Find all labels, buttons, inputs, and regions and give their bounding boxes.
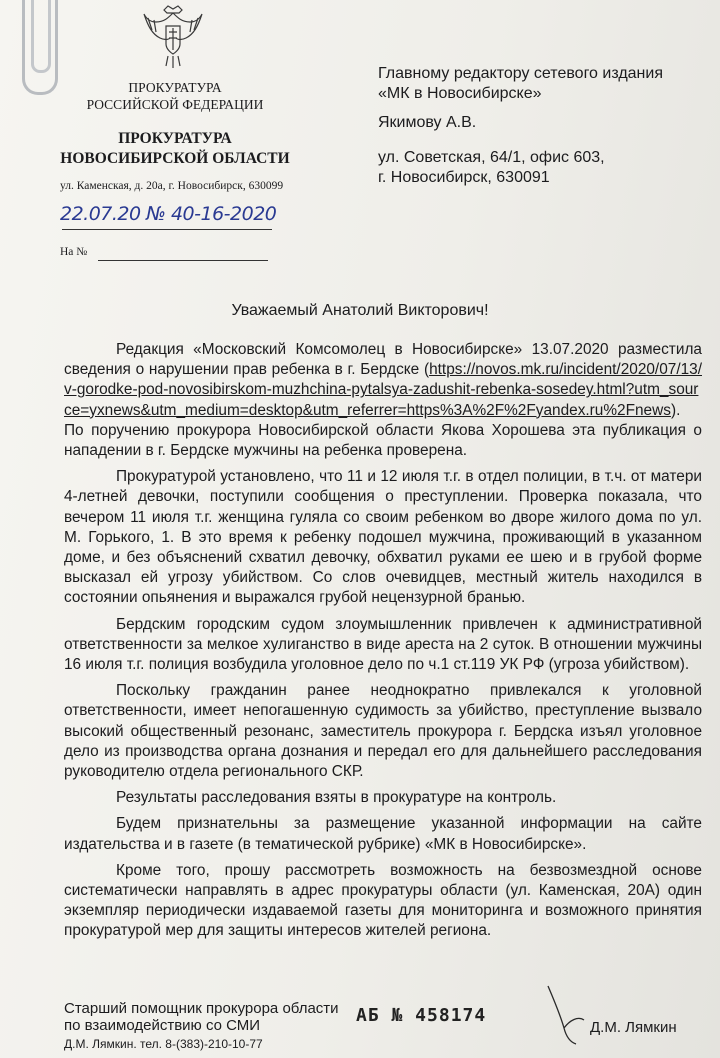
org-main-line2: НОВОСИБИРСКОЙ ОБЛАСТИ	[60, 150, 290, 167]
paper-clip-inner	[31, 0, 51, 73]
paragraph-7: Кроме того, прошу рассмотреть возможность на безвозмездной основе систематически направлять в адрес прокуратуры области (ул. Каменская, 20А) один экземпляр периодически издаваемой газеты для мониторинга и возможного принятия прокуратурой мер для защиты интересов жителей региона.	[64, 861, 702, 940]
paragraph-1	[64, 340, 702, 461]
p1-start: Редакция «Московский Комсомолец в Новосибирске» 13.07.2020 разместила сведения о нарушении прав ребенка в г. Бердске (	[64, 341, 702, 379]
signer-contact: Д.М. Лямкин. тел. 8-(383)-210-10-77	[64, 1037, 263, 1051]
recipient-address	[378, 148, 605, 188]
org-line2: РОССИЙСКОЙ ФЕДЕРАЦИИ	[86, 97, 264, 112]
article-link[interactable]: https://novos.mk.ru/incident/2020/07/13/v-gorodke-pod-novosibirskom-muzhchina-pytalsya-zadushit-rebenka-sosedey.html?utm_source=yxnews&utm_medium=desktop&utm_referrer=https%3A%2F%2Fyandex.ru%2Fnews	[64, 361, 702, 419]
signer-position	[64, 1000, 339, 1034]
org-line1: ПРОКУРАТУРА	[128, 80, 222, 95]
signer-name: Д.М. Лямкин	[590, 1019, 677, 1036]
p1-end: ). По поручению прокурора Новосибирской области Якова Хорошева эта публикация о нападении в г. Бердске мужчины на ребенка проверена.	[64, 401, 702, 460]
paragraph-4: Поскольку гражданин ранее неоднократно привлекался к уголовной ответственности, имеет непогашенную судимость за убийство, преступление вызвало высокий общественный резонанс, заместитель прокурора г. Бердска изъял уголовное дело из производства органа дознания и передал его для дальнейшего расследования руководителю отдела регионального СКР.	[64, 682, 702, 781]
org-address: ул. Каменская, д. 20а, г. Новосибирск, 630099	[60, 180, 284, 192]
form-serial-number: АБ № 458174	[356, 1005, 487, 1026]
registration-underline	[62, 229, 272, 230]
recipient-line2: «МК в Новосибирске»	[378, 85, 542, 102]
org-main-line1: ПРОКУРАТУРА	[118, 130, 232, 147]
handwritten-date-number: 22.07.20 № 40-16-2020	[60, 203, 277, 225]
letter-body	[64, 340, 702, 948]
org-header-main	[50, 129, 300, 169]
recipient-name: Якимову А.В.	[378, 114, 477, 131]
paragraph-3: Бердским городским судом злоумышленник привлечен к административной ответственности за мелкое хулиганство в виде ареста на 2 суток. В отношении мужчины 16 июля т.г. полиция возбудила уголовное дело по ч.1 ст.119 УК РФ (угроза убийством).	[64, 615, 702, 674]
recipient-addr1: ул. Советская, 64/1, офис 603,	[378, 149, 605, 166]
recipient-addr2: г. Новосибирск, 630091	[378, 169, 550, 186]
signer-position-line1: Старший помощник прокурора области	[64, 1000, 339, 1017]
org-header-small	[60, 79, 290, 113]
recipient-title	[378, 64, 663, 104]
paragraph-6: Будем признательны за размещение указанной информации на сайте издательства и в газете (в тематической рубрике) «МК в Новосибирске».	[64, 815, 702, 853]
on-number-underline	[98, 260, 268, 261]
salutation: Уважаемый Анатолий Викторович!	[231, 302, 489, 319]
paragraph-2: Прокуратурой установлено, что 11 и 12 июля т.г. в отдел полиции, в т.ч. от матери 4-летней девочки, поступили сообщения о преступлении. Проверка показала, что вечером 11 июля т.г. женщина гуляла со своим ребенком во дворе жилого дома по ул. М. Горького, 1. В это время к ребенку подошел мужчина, проживающий в указанном доме, и без объяснений схватил девочку, обхватил руками ее шею и в грубой форме высказал ей угрозу убийством. Со слов очевидцев, местный житель находился в состоянии опьянения и выражался грубой нецензурной бранью.	[64, 468, 702, 607]
handwritten-signature-icon	[540, 980, 600, 1050]
on-number-label: На №	[60, 246, 88, 258]
coat-of-arms-icon	[142, 4, 204, 74]
recipient-line1: Главному редактору сетевого издания	[378, 65, 663, 82]
paragraph-5: Результаты расследования взяты в прокуратуре на контроль.	[116, 789, 557, 807]
signer-position-line2: по взаимодействию со СМИ	[64, 1017, 261, 1034]
